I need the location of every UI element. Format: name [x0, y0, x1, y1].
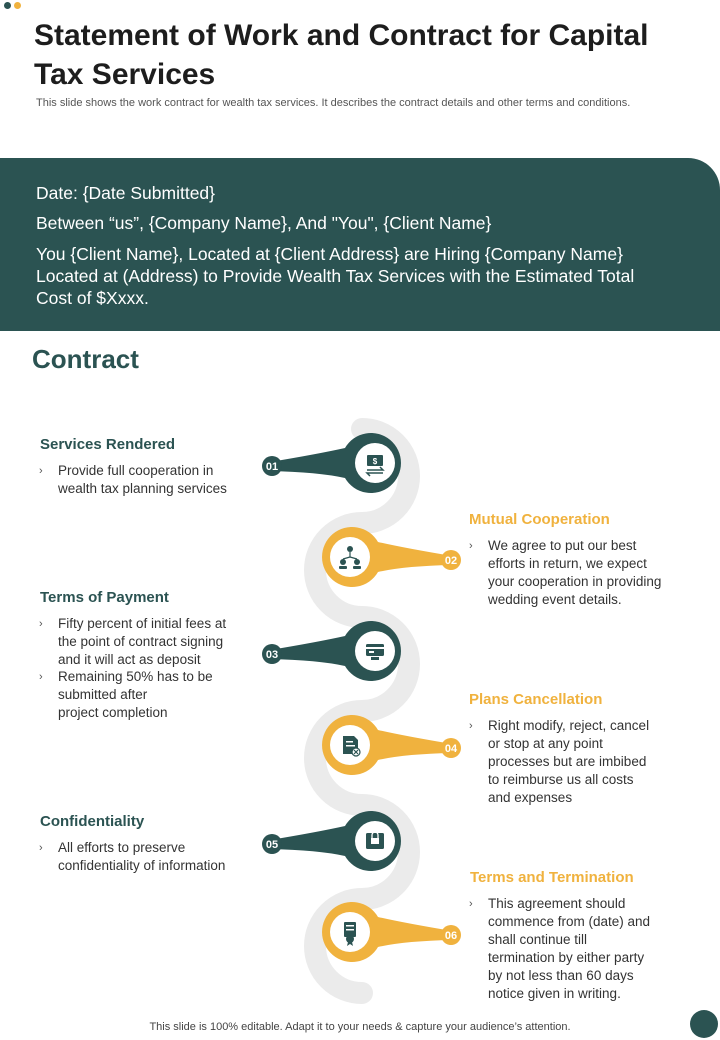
banner-body-line-2: Located at (Address) to Provide Wealth Tax Services with the Estimated Total — [36, 266, 635, 286]
plans-cancellation-title: Plans Cancellation — [469, 691, 603, 708]
mutual-cooperation-title: Mutual Cooperation — [469, 511, 610, 528]
step-02-number: 02 — [444, 555, 458, 567]
bullet-chevron-icon: › — [39, 465, 43, 477]
step-01-marker — [262, 433, 401, 493]
step-05-marker — [262, 811, 401, 871]
svg-text:$: $ — [372, 457, 378, 466]
bullet-chevron-icon: › — [469, 898, 473, 910]
banner-body-line-3: Cost of $Xxxx. — [36, 288, 149, 308]
step-02-marker — [322, 527, 461, 587]
terms-of-payment-bullet-1: › Fifty percent of initial fees at the point of contract signing and it will act as deposit — [39, 616, 227, 667]
page-subtitle: This slide shows the work contract for wealth tax services. It describes the contract details and other terms and conditions. — [36, 97, 631, 109]
bullet-chevron-icon: › — [39, 618, 43, 630]
bullet-chevron-icon: › — [39, 842, 43, 854]
services-rendered-bullet: › Provide full cooperation in wealth tax planning services — [39, 463, 227, 496]
page-corner-dot — [690, 1010, 718, 1038]
services-rendered-title: Services Rendered — [40, 436, 176, 453]
terms-of-payment-bullet-2: › Remaining 50% has to be submitted after project completion — [39, 669, 213, 720]
lock-folder-icon — [366, 832, 384, 849]
terms-and-termination-bullet: › This agreement should commence from (date) and shall continue till termination by either party by not less than 60 days notice given in writing. — [469, 896, 651, 1001]
step-05-number: 05 — [265, 839, 279, 851]
bullet-chevron-icon: › — [469, 540, 473, 552]
step-01-number: 01 — [265, 461, 279, 473]
terms-and-termination-title: Terms and Termination — [470, 869, 634, 886]
confidentiality-title: Confidentiality — [40, 813, 145, 830]
step-04-marker — [322, 715, 461, 775]
money-transfer-icon — [367, 455, 383, 476]
banner-body-line-1: You {Client Name}, Located at {Client Address} are Hiring {Company Name} — [36, 244, 623, 264]
step-03-number: 03 — [265, 649, 279, 661]
plans-cancellation-bullet: › Right modify, reject, cancel or stop at any point processes but are imbibed to reimburse us all costs and expenses — [469, 718, 650, 805]
step-06-number: 06 — [444, 930, 458, 942]
bullet-chevron-icon: › — [39, 671, 43, 683]
banner-between: Between “us”, {Company Name}, And "You", {Client Name} — [36, 213, 492, 233]
step-06-marker — [322, 902, 461, 962]
mutual-cooperation-bullet: › We agree to put our best efforts in return, we expect your cooperation in providing wedding event details. — [469, 538, 662, 607]
footer-note: This slide is 100% editable. Adapt it to your needs & capture your audience’s attention. — [149, 1021, 571, 1033]
terms-of-payment-title: Terms of Payment — [40, 589, 169, 606]
step-04-number: 04 — [444, 743, 458, 755]
step-03-marker — [262, 621, 401, 681]
confidentiality-bullet: › All efforts to preserve confidentiality of information — [39, 840, 226, 873]
banner-date: Date: {Date Submitted} — [36, 183, 215, 203]
page-title: Statement of Work and Contract for Capital Tax Services — [34, 19, 649, 91]
contract-heading: Contract — [32, 344, 139, 374]
bullet-chevron-icon: › — [469, 720, 473, 732]
